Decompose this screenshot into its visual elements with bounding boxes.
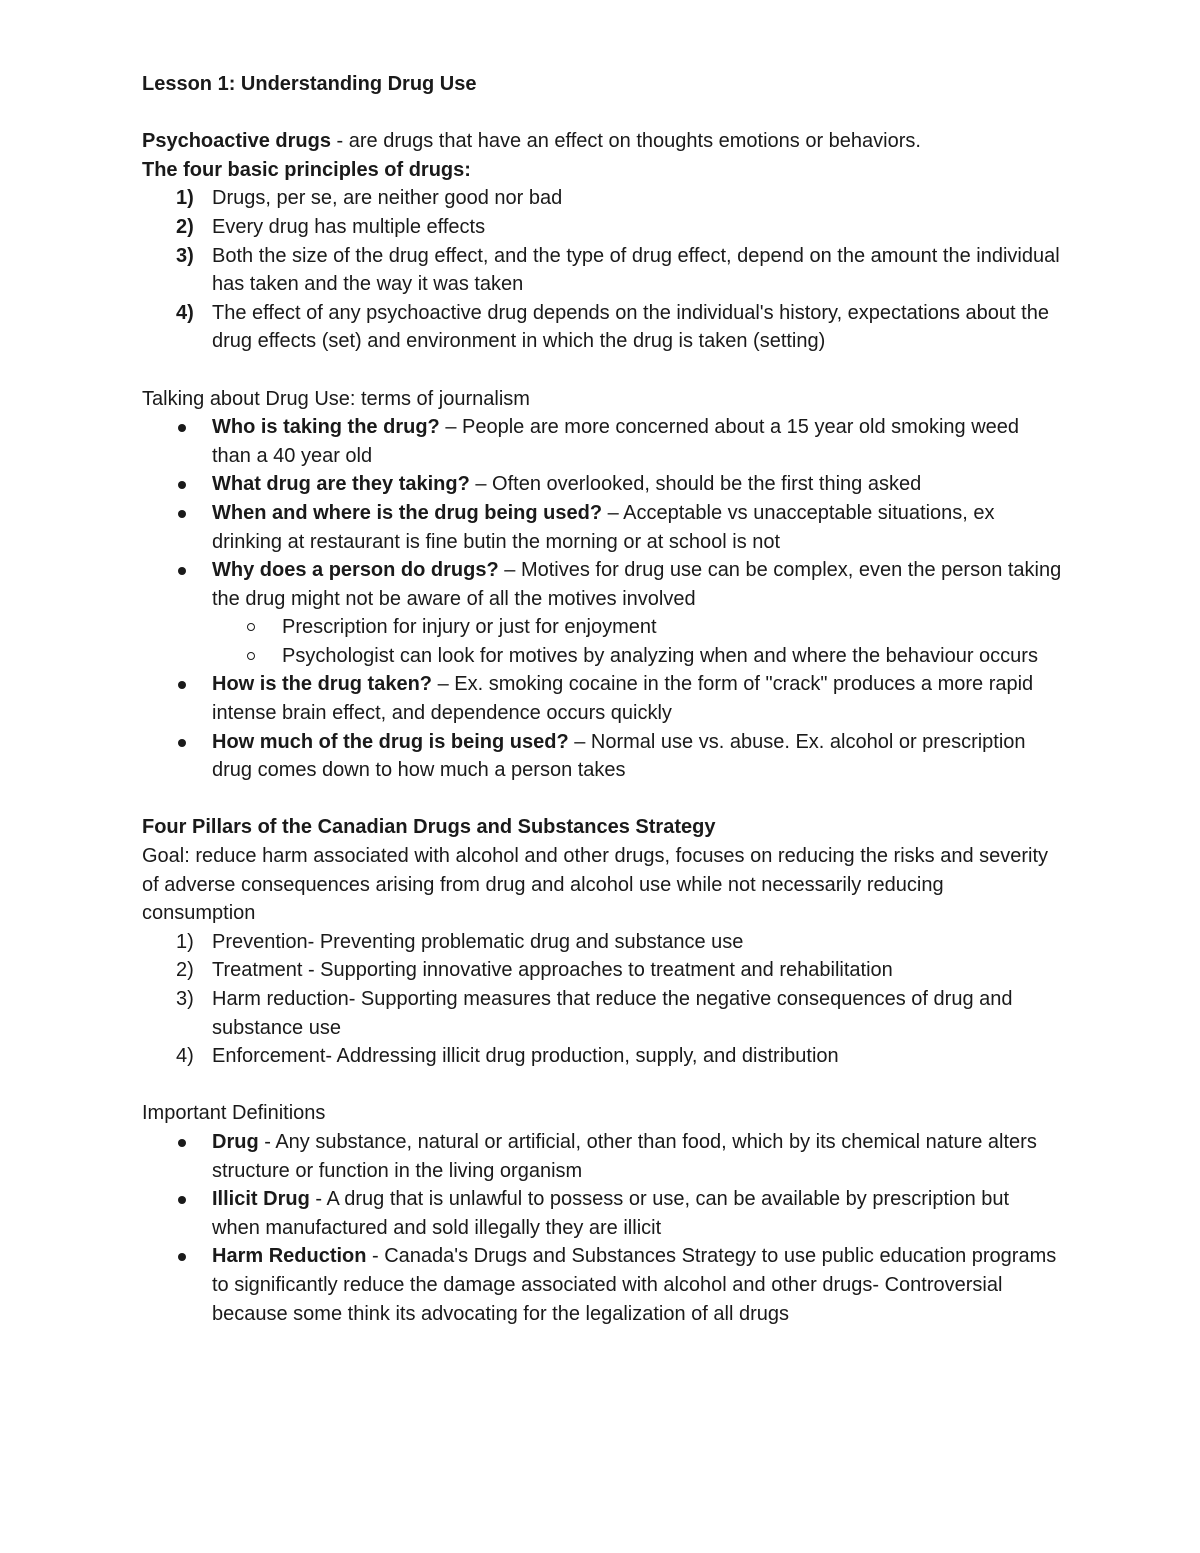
principles-list: [142, 184, 1062, 356]
page-title: Lesson 1: Understanding Drug Use: [142, 73, 477, 95]
definitions-heading: Important Definitions: [142, 1102, 326, 1125]
list-item: 4) The effect of any psychoactive drug depends on the individual's history, expectations about the drug effects (set) and environment in which the drug is taken (setting): [176, 301, 1049, 353]
list-item: 3) Harm reduction- Supporting measures that reduce the negative consequences of drug and substance use: [176, 988, 1013, 1039]
list-item: Drug - Any substance, natural or artificial, other than food, which by its chemical nature alters structure or function in the living organism: [142, 1128, 1062, 1185]
psychoactive-term: Psychoactive drugs: [142, 130, 331, 153]
list-item: Illicit Drug - A drug that is unlawful to possess or use, can be available by prescription but when manufactured and sold illegally they are illicit: [142, 1185, 1062, 1242]
list-item: Harm Reduction - Canada's Drugs and Substances Strategy to use public education programs to significantly reduce the damage associated with alcohol and other drugs- Controversial because some think its advocating for the legalization of all drugs: [142, 1242, 1062, 1328]
document-page: [142, 70, 1062, 1328]
pillars-heading: Four Pillars of the Canadian Drugs and Substances Strategy: [142, 816, 716, 839]
list-item: 2) Treatment - Supporting innovative approaches to treatment and rehabilitation: [176, 959, 893, 982]
list-item: 4) Enforcement- Addressing illicit drug production, supply, and distribution: [176, 1045, 839, 1068]
pillars-list: [142, 928, 1062, 1071]
list-item: Why does a person do drugs? – Motives for drug use can be complex, even the person taking the drug might not be aware of all the motives involved: [142, 556, 1062, 613]
definitions-list: [142, 1128, 1062, 1328]
pillars-goal: Goal: reduce harm associated with alcohol and other drugs, focuses on reducing the risks and severity of adverse consequences arising from drug and alcohol use while not necessarily reducing consumption: [142, 845, 1049, 925]
list-item: What drug are they taking? – Often overlooked, should be the first thing asked: [142, 470, 1062, 499]
list-item: Who is taking the drug? – People are more concerned about a 15 year old smoking weed than a 40 year old: [142, 413, 1062, 470]
list-item: Psychologist can look for motives by analyzing when and where the behaviour occurs: [142, 642, 1062, 671]
journalism-heading: Talking about Drug Use: terms of journalism: [142, 387, 530, 410]
journalism-list: [142, 413, 1062, 613]
motives-sublist: [142, 613, 1062, 670]
list-item: How much of the drug is being used? – Normal use vs. abuse. Ex. alcohol or prescription drug comes down to how much a person takes: [142, 728, 1062, 785]
list-item: 3) Both the size of the drug effect, and the type of drug effect, depend on the amount the individual has taken and the way it was taken: [176, 244, 1060, 296]
list-item: 1) Prevention- Preventing problematic drug and substance use: [176, 930, 744, 953]
list-item: 1) Drugs, per se, are neither good nor bad: [176, 187, 563, 210]
list-item: How is the drug taken? – Ex. smoking cocaine in the form of "crack" produces a more rapid intense brain effect, and dependence occurs quickly: [142, 670, 1062, 727]
principles-heading: The four basic principles of drugs:: [142, 158, 471, 181]
list-item: 2) Every drug has multiple effects: [176, 215, 486, 238]
list-item: Prescription for injury or just for enjoyment: [142, 613, 1062, 642]
psychoactive-text: - are drugs that have an effect on thoughts emotions or behaviors.: [330, 130, 921, 153]
list-item: When and where is the drug being used? – Acceptable vs unacceptable situations, ex drinking at restaurant is fine butin the morning or at school is not: [142, 499, 1062, 556]
psychoactive-definition: [142, 127, 1062, 156]
journalism-list-continued: [142, 670, 1062, 784]
